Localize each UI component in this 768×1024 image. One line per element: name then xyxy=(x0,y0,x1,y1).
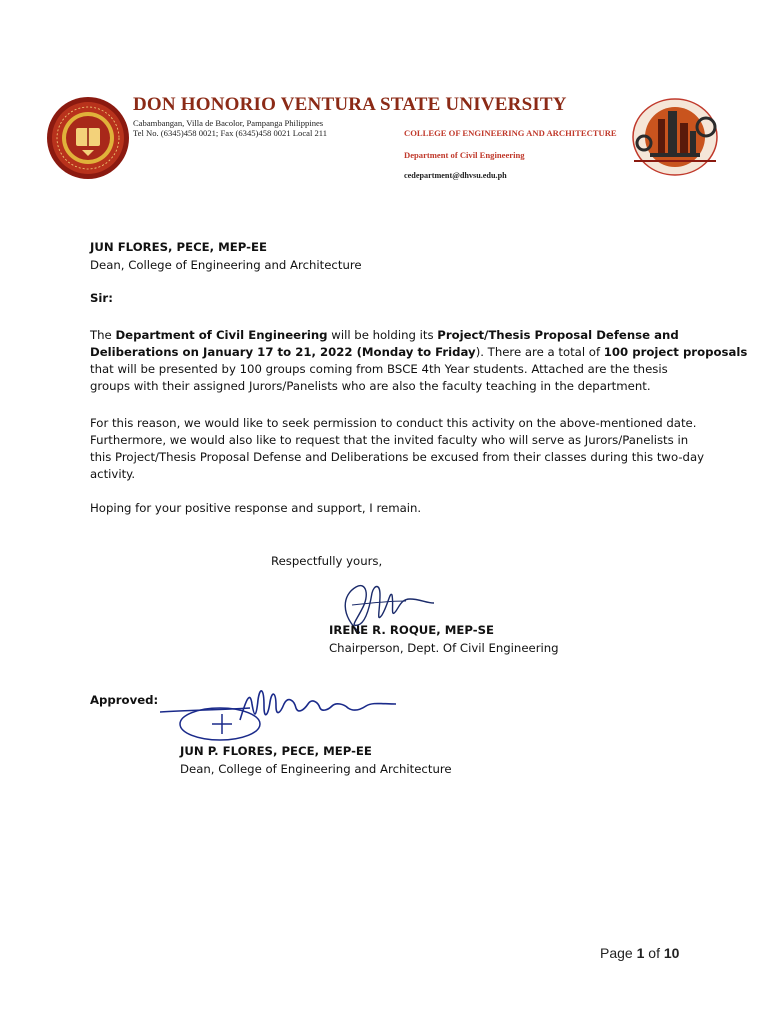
salutation: Sir: xyxy=(90,291,113,305)
recipient-name: JUN FLORES, PECE, MEP-EE xyxy=(90,240,267,254)
address-line-2: Tel No. (6345)458 0021; Fax (6345)458 0021 Local 211 xyxy=(133,128,328,138)
paragraph-1-line-1: The Department of Civil Engineering will be holding its Project/Thesis Proposal Defense and xyxy=(90,328,679,342)
approver-title: Dean, College of Engineering and Architecture xyxy=(180,762,452,776)
university-name: DON HONORIO VENTURA STATE UNIVERSITY xyxy=(133,94,567,115)
college-logo xyxy=(630,97,720,177)
approved-label: Approved: xyxy=(90,693,159,707)
closing-line: Hoping for your positive response and support, I remain. xyxy=(90,501,422,515)
address-line-1: Cabambangan, Villa de Bacolor, Pampanga Philippines xyxy=(133,118,324,128)
paragraph-1-line-3: that will be presented by 100 groups coming from BSCE 4th Year students. Attached are the thesis xyxy=(90,362,668,376)
paragraph-2-line-4: activity. xyxy=(90,467,136,481)
seal-graphic xyxy=(46,96,130,180)
page-number: Page 1 of 10 xyxy=(600,945,680,961)
college-name: COLLEGE OF ENGINEERING AND ARCHITECTURE xyxy=(404,128,617,138)
recipient-title: Dean, College of Engineering and Architecture xyxy=(90,258,362,272)
approver-name: JUN P. FLORES, PECE, MEP-EE xyxy=(180,744,372,758)
paragraph-2-line-1: For this reason, we would like to seek permission to conduct this activity on the above-mentioned date. xyxy=(90,416,697,430)
approver-signature xyxy=(160,680,410,750)
complimentary-close: Respectfully yours, xyxy=(271,554,383,568)
paragraph-1-line-4: groups with their assigned Jurors/Panelists who are also the faculty teaching in the department. xyxy=(90,379,651,393)
signer-name: IRENE R. ROQUE, MEP-SE xyxy=(329,623,494,637)
department-name: Department of Civil Engineering xyxy=(404,150,525,160)
college-logo-graphic xyxy=(630,97,720,177)
signer-title: Chairperson, Dept. Of Civil Engineering xyxy=(329,641,559,655)
paragraph-2-line-2: Furthermore, we would also like to request that the invited faculty who will serve as Jurors/Panelists in xyxy=(90,433,689,447)
paragraph-1-line-2: Deliberations on January 17 to 21, 2022 (Monday to Friday). There are a total of 100 project proposals xyxy=(90,345,748,359)
department-email: cedepartment@dhvsu.edu.ph xyxy=(404,171,507,180)
university-seal-logo xyxy=(46,96,130,180)
paragraph-2-line-3: this Project/Thesis Proposal Defense and Deliberations be excused from their classes during this two-day xyxy=(90,450,705,464)
